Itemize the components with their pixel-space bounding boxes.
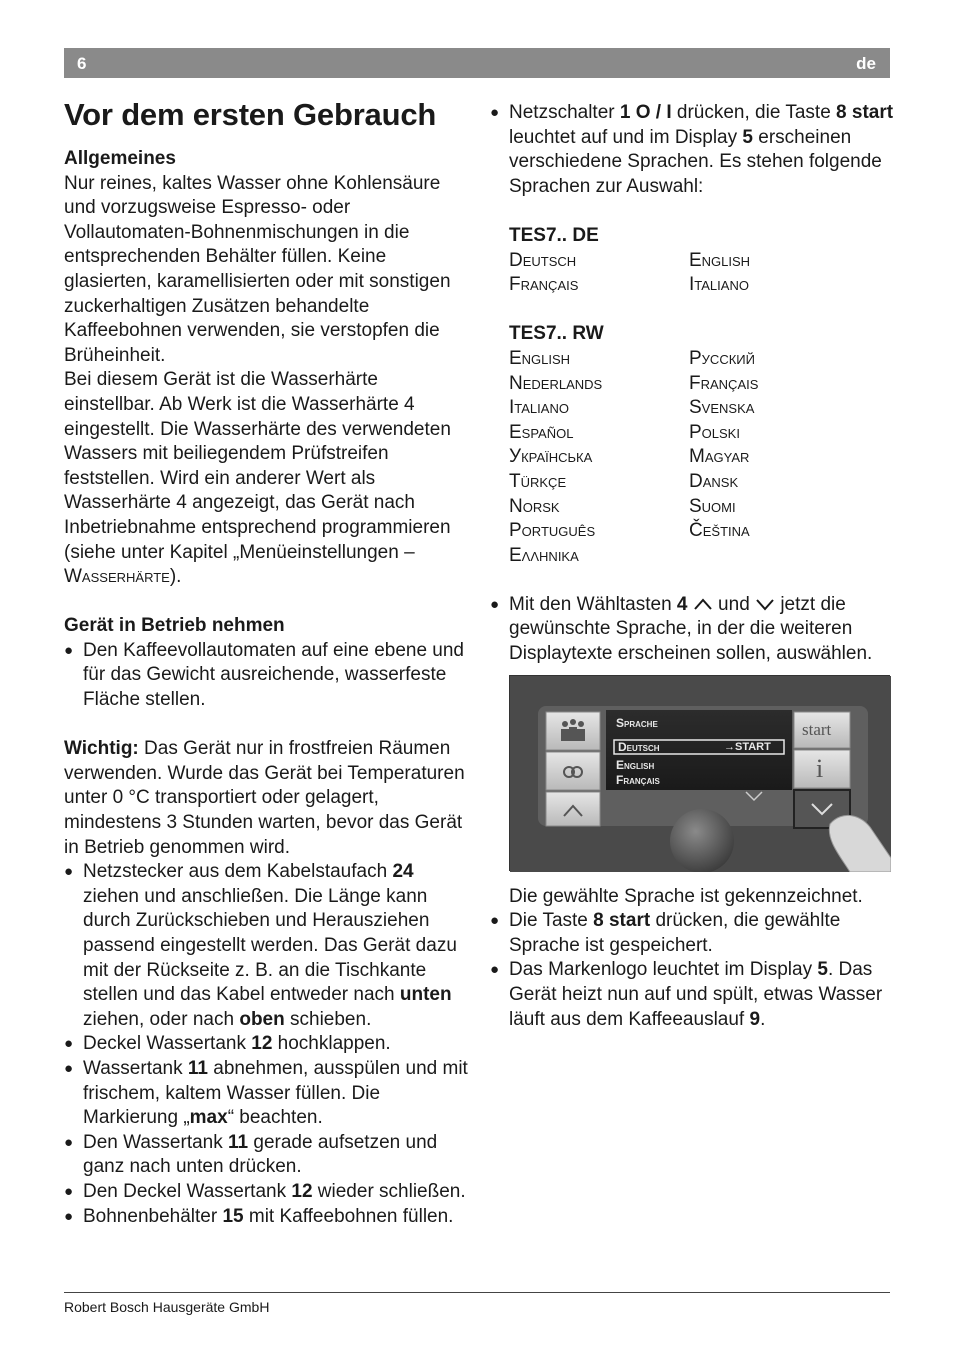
chevron-down-icon bbox=[755, 597, 775, 611]
ref-number: 12 bbox=[291, 1180, 313, 1202]
ref-number: 8 start bbox=[593, 910, 651, 932]
language-option: Українська bbox=[509, 446, 593, 468]
important-note bbox=[64, 737, 468, 860]
select-list bbox=[490, 593, 894, 667]
text: schieben. bbox=[284, 1008, 372, 1030]
general-paragraph-1: Nur reines, kaltes Wasser ohne Kohlensäure und vorzugsweise Espresso- oder Vollautomaten-Bohnenmischungen in die entsprechenden Behälter füllen. Keine glasierten, karamellisierten oder mit sonstigen zuckerhaltigen Zusätzen behandelte Kaffeebohnen verwenden, sie verstopfen die Brüheinheit. bbox=[64, 172, 451, 366]
language-code: de bbox=[856, 54, 876, 73]
language-option: Italiano bbox=[689, 274, 749, 296]
text: Den Deckel Wassertank bbox=[83, 1180, 292, 1202]
text: hochklappen. bbox=[272, 1033, 391, 1055]
text: ). bbox=[169, 566, 182, 588]
emphasis: unten bbox=[399, 984, 452, 1006]
language-grid-de bbox=[490, 249, 894, 298]
ref-number: 4 bbox=[676, 593, 688, 615]
language-option: Русский bbox=[689, 347, 755, 369]
display-option: Français bbox=[616, 772, 660, 787]
text: erscheinen verschiedene Sprachen. Es stehen folgende Sprachen zur Auswahl: bbox=[509, 126, 882, 197]
ref-number: 24 bbox=[392, 861, 414, 883]
emphasis: max bbox=[189, 1107, 228, 1129]
display-start-arrow: →START bbox=[724, 740, 771, 753]
general-paragraph-2 bbox=[64, 368, 468, 589]
ref-number: 12 bbox=[251, 1033, 273, 1055]
text: . Das Gerät heizt nun auf und spült, etwas Wasser läuft aus dem Kaffeeauslauf bbox=[509, 959, 883, 1030]
language-option bbox=[689, 544, 889, 569]
text: Das Gerät nur in frostfreien Räumen verwenden. Wurde das Gerät bei Temperaturen unter 0 °C transportiert oder gelagert, mindestens 3 Stunden warten, bevor das Gerät in Betrieb genommen wird. bbox=[64, 738, 465, 858]
text: gerade aufsetzen und ganz nach unten drücken. bbox=[83, 1131, 438, 1178]
text: ziehen, oder nach bbox=[83, 1008, 240, 1030]
page-number: 6 bbox=[77, 54, 87, 73]
display-option: English bbox=[616, 757, 655, 772]
text: ziehen und anschließen. Die Länge kann durch Zurückschieben und Herausziehen passend eingestellt werden. Das Gerät dazu mit der Rückseite z. B. an die Tischkante stellen und das Kabel entweder nach bbox=[83, 885, 457, 1006]
display-title: Sprache bbox=[616, 715, 658, 730]
language-option: Polski bbox=[689, 421, 740, 443]
emphasis: oben bbox=[239, 1008, 285, 1030]
chevron-up-icon bbox=[693, 597, 713, 611]
language-option: English bbox=[689, 249, 751, 271]
language-option: Suomi bbox=[689, 495, 736, 517]
list-item bbox=[490, 958, 894, 1032]
list-item: ● Den Kaffeevollautomaten auf eine ebene und für das Gewicht ausreichende, wasserfeste Fläche stellen. bbox=[64, 639, 468, 713]
text: Netzschalter bbox=[509, 102, 620, 123]
right-column bbox=[490, 101, 894, 1032]
language-option: Español bbox=[509, 421, 574, 443]
important-label: Wichtig: bbox=[64, 738, 139, 760]
text: . bbox=[760, 1008, 766, 1030]
language-option: Nederlands bbox=[509, 372, 603, 394]
list-item bbox=[490, 909, 894, 958]
power-list bbox=[490, 101, 894, 199]
list-item bbox=[490, 593, 894, 667]
language-option: Français bbox=[689, 372, 759, 394]
text: Deckel Wassertank bbox=[83, 1033, 252, 1055]
section-heading-general: Allgemeines bbox=[64, 148, 176, 169]
list-item bbox=[64, 1057, 468, 1131]
language-option: Ελληνικα bbox=[509, 544, 579, 566]
language-option: Magyar bbox=[689, 446, 750, 468]
ref-number: 9 bbox=[749, 1008, 761, 1030]
text: und bbox=[712, 593, 756, 615]
steps-list bbox=[64, 860, 468, 1229]
footer-company: Robert Bosch Hausgeräte GmbH bbox=[64, 1299, 270, 1315]
text: Den Wassertank bbox=[83, 1131, 229, 1153]
list-item bbox=[64, 1205, 468, 1230]
list-item bbox=[490, 101, 894, 199]
language-option: Čeština bbox=[689, 520, 750, 542]
ref-number: 11 bbox=[187, 1057, 208, 1079]
text: Die Taste bbox=[509, 910, 594, 932]
text: Das Markenlogo leuchtet im Display bbox=[509, 959, 818, 981]
text: wieder schließen. bbox=[312, 1180, 466, 1202]
language-option: Português bbox=[509, 520, 596, 542]
display-illustration bbox=[510, 676, 891, 872]
language-option: Norsk bbox=[509, 495, 560, 517]
display-photo bbox=[509, 675, 890, 871]
language-option: Italiano bbox=[509, 397, 569, 419]
menu-reference: Wasserhärte bbox=[64, 566, 170, 588]
text: Mit den Wähltasten bbox=[509, 593, 677, 615]
section-heading-start: Gerät in Betrieb nehmen bbox=[64, 615, 285, 637]
text: Bei diesem Gerät ist die Wasserhärte einstellbar. Ab Werk ist die Wasserhärte 4 eingestellt. Die Wasserhärte des verwendeten Wassers mit beiliegendem Prüfstreifen feststellen. Wird ein anderer Wert als Wasserhärte 4 angezeigt, das Gerät nach Inbetriebnahme entsprechend programmieren (siehe unter Kapitel „Menüeinstellungen – bbox=[64, 369, 451, 563]
people-icon bbox=[561, 719, 585, 741]
ref-number: 5 bbox=[817, 959, 828, 981]
language-option: Svenska bbox=[689, 397, 755, 419]
text: Bohnenbehälter bbox=[83, 1205, 223, 1227]
language-option: Dansk bbox=[689, 470, 739, 492]
page-title: Vor dem ersten Gebrauch bbox=[64, 97, 437, 132]
footer-divider bbox=[64, 1292, 890, 1293]
header-bar bbox=[64, 48, 890, 78]
final-steps-list bbox=[490, 909, 894, 1032]
text: drücken, die gewählte Sprache ist gespeichert. bbox=[509, 910, 841, 956]
language-option: English bbox=[509, 347, 571, 369]
text: abnehmen, ausspülen und mit frischem, kaltem Wasser füllen. Die Markierung „ bbox=[83, 1057, 468, 1129]
selection-note: Die gewählte Sprache ist gekennzeichnet. bbox=[509, 885, 863, 907]
display-selected: Deutsch bbox=[618, 739, 660, 754]
text: jetzt die gewünschte Sprache, in der die weiteren Displaytexte erscheinen sollen, auswählen. bbox=[509, 593, 873, 665]
start-list bbox=[64, 639, 468, 713]
language-grid-rw bbox=[490, 347, 894, 568]
start-button[interactable]: start bbox=[802, 719, 832, 739]
left-column bbox=[64, 96, 468, 1229]
model-heading-de: TES7.. DE bbox=[509, 224, 599, 246]
text: drücken, die Taste bbox=[671, 102, 837, 123]
text: Wassertank bbox=[83, 1057, 188, 1079]
text: mit Kaffeebohnen füllen. bbox=[243, 1205, 454, 1227]
language-option: Türkçe bbox=[509, 470, 567, 492]
list-item bbox=[64, 860, 468, 1032]
language-option: Français bbox=[509, 274, 579, 296]
list-item bbox=[64, 1032, 468, 1057]
language-option: Deutsch bbox=[509, 249, 577, 271]
list-item bbox=[64, 1131, 468, 1180]
ref-number: 11 bbox=[228, 1131, 249, 1153]
ref-number: 8 start bbox=[836, 102, 894, 123]
text: leuchtet auf und im Display bbox=[509, 126, 743, 148]
ref-number: 5 bbox=[742, 126, 753, 148]
ref-number: 15 bbox=[222, 1205, 244, 1227]
text: “ beachten. bbox=[227, 1107, 323, 1129]
ref-number: 1 O / I bbox=[619, 102, 672, 123]
text: Netzstecker aus dem Kabelstaufach bbox=[83, 861, 393, 883]
info-button[interactable]: i bbox=[816, 753, 824, 783]
list-item bbox=[64, 1180, 468, 1205]
model-heading-rw: TES7.. RW bbox=[509, 323, 604, 345]
